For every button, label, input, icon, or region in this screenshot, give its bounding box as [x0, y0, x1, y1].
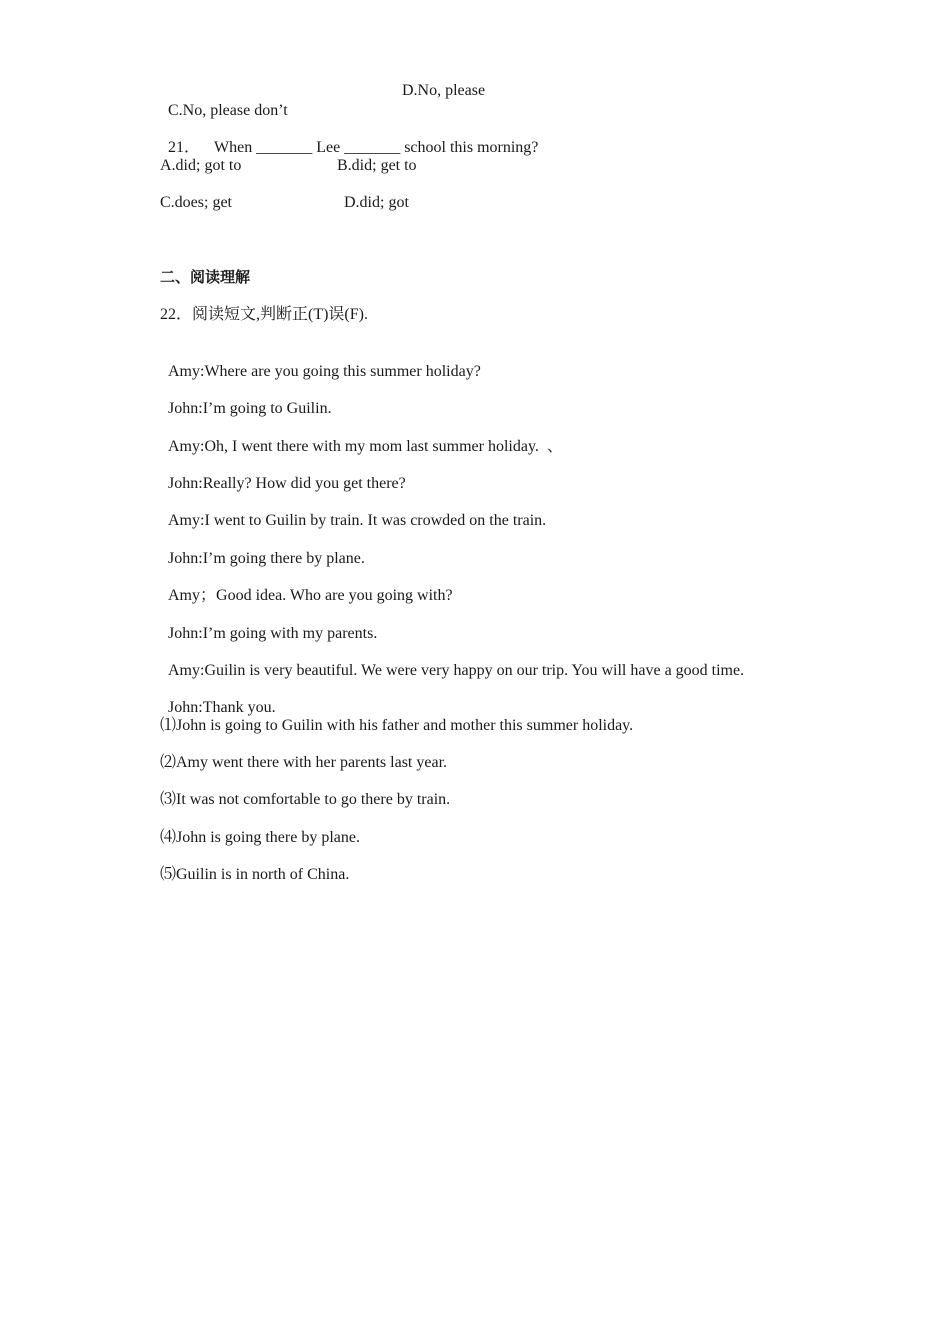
dialogue-speaker: John [168, 699, 199, 716]
dialogue-text: Really? How did you get there? [202, 475, 406, 492]
dialogue-text: Thank you. [202, 699, 276, 716]
dialogue-separator: : [200, 662, 205, 679]
q21-option-c: C.does; get [160, 194, 232, 211]
q20-option-c: C.No, please don’t [168, 102, 288, 119]
dialogue-speaker: John [168, 625, 199, 642]
dialogue-text: Where are you going this summer holiday? [204, 363, 481, 380]
dialogue-speaker: John [168, 475, 199, 492]
dialogue-line [160, 454, 406, 494]
dialogue-separator: : [198, 550, 203, 567]
dialogue-separator: : [198, 699, 203, 716]
dialogue-text: Good idea. Who are you going with? [216, 587, 453, 604]
dialogue-text: I went to Guilin by train. It was crowded on the train. [204, 512, 547, 529]
dialogue-line [160, 529, 365, 569]
dialogue-line [160, 566, 453, 606]
q22-instruction: 22．阅读短文,判断正(T)误(F). [160, 306, 368, 323]
section-heading-reading: 二、阅读理解 [160, 268, 251, 286]
dialogue-text: I’m going to Guilin. [202, 400, 332, 417]
q20-option-row [160, 81, 288, 121]
statement-3: ⑶It was not comfortable to go there by train. [160, 791, 451, 808]
dialogue-separator: ； [200, 587, 217, 604]
statement-1: ⑴John is going to Guilin with his father and mother this summer holiday. [160, 717, 634, 734]
dialogue-line [160, 641, 744, 681]
dialogue-line [160, 678, 276, 718]
dialogue-separator: : [198, 625, 203, 642]
dialogue-text: I’m going there by plane. [202, 550, 365, 567]
dialogue-speaker: Amy [168, 512, 200, 529]
q20-option-d: D.No, please [402, 82, 486, 99]
dialogue-speaker: Amy [168, 363, 200, 380]
q21-number: 21． [168, 139, 201, 156]
statement-2: ⑵Amy went there with her parents last year. [160, 754, 448, 771]
dialogue-separator: : [200, 512, 205, 529]
dialogue-line [160, 604, 377, 644]
q21-option-d: D.did; got [344, 194, 409, 211]
dialogue-line [160, 491, 546, 531]
q21-question-text: When _______ Lee _______ school this morning? [214, 139, 539, 156]
dialogue-speaker: Amy [168, 587, 200, 604]
q21-option-b: B.did; get to [337, 157, 417, 174]
dialogue-line [160, 417, 563, 457]
dialogue-speaker: John [168, 550, 199, 567]
dialogue-speaker: Amy [168, 662, 200, 679]
dialogue-text: Oh, I went there with my mom last summer holiday. 、 [204, 438, 563, 455]
dialogue-separator: : [198, 475, 203, 492]
dialogue-separator: : [198, 400, 203, 417]
dialogue-speaker: Amy [168, 438, 200, 455]
q21-option-a: A.did; got to [160, 157, 242, 174]
dialogue-separator: : [200, 438, 205, 455]
dialogue-text: Guilin is very beautiful. We were very happy on our trip. You will have a good time. [204, 662, 745, 679]
statement-4: ⑷John is going there by plane. [160, 829, 360, 846]
q21-question [160, 118, 538, 158]
dialogue-line [160, 342, 481, 382]
statement-5: ⑸Guilin is in north of China. [160, 866, 350, 883]
dialogue-text: I’m going with my parents. [202, 625, 378, 642]
dialogue-separator: : [200, 363, 205, 380]
dialogue-line [160, 379, 332, 419]
dialogue-speaker: John [168, 400, 199, 417]
